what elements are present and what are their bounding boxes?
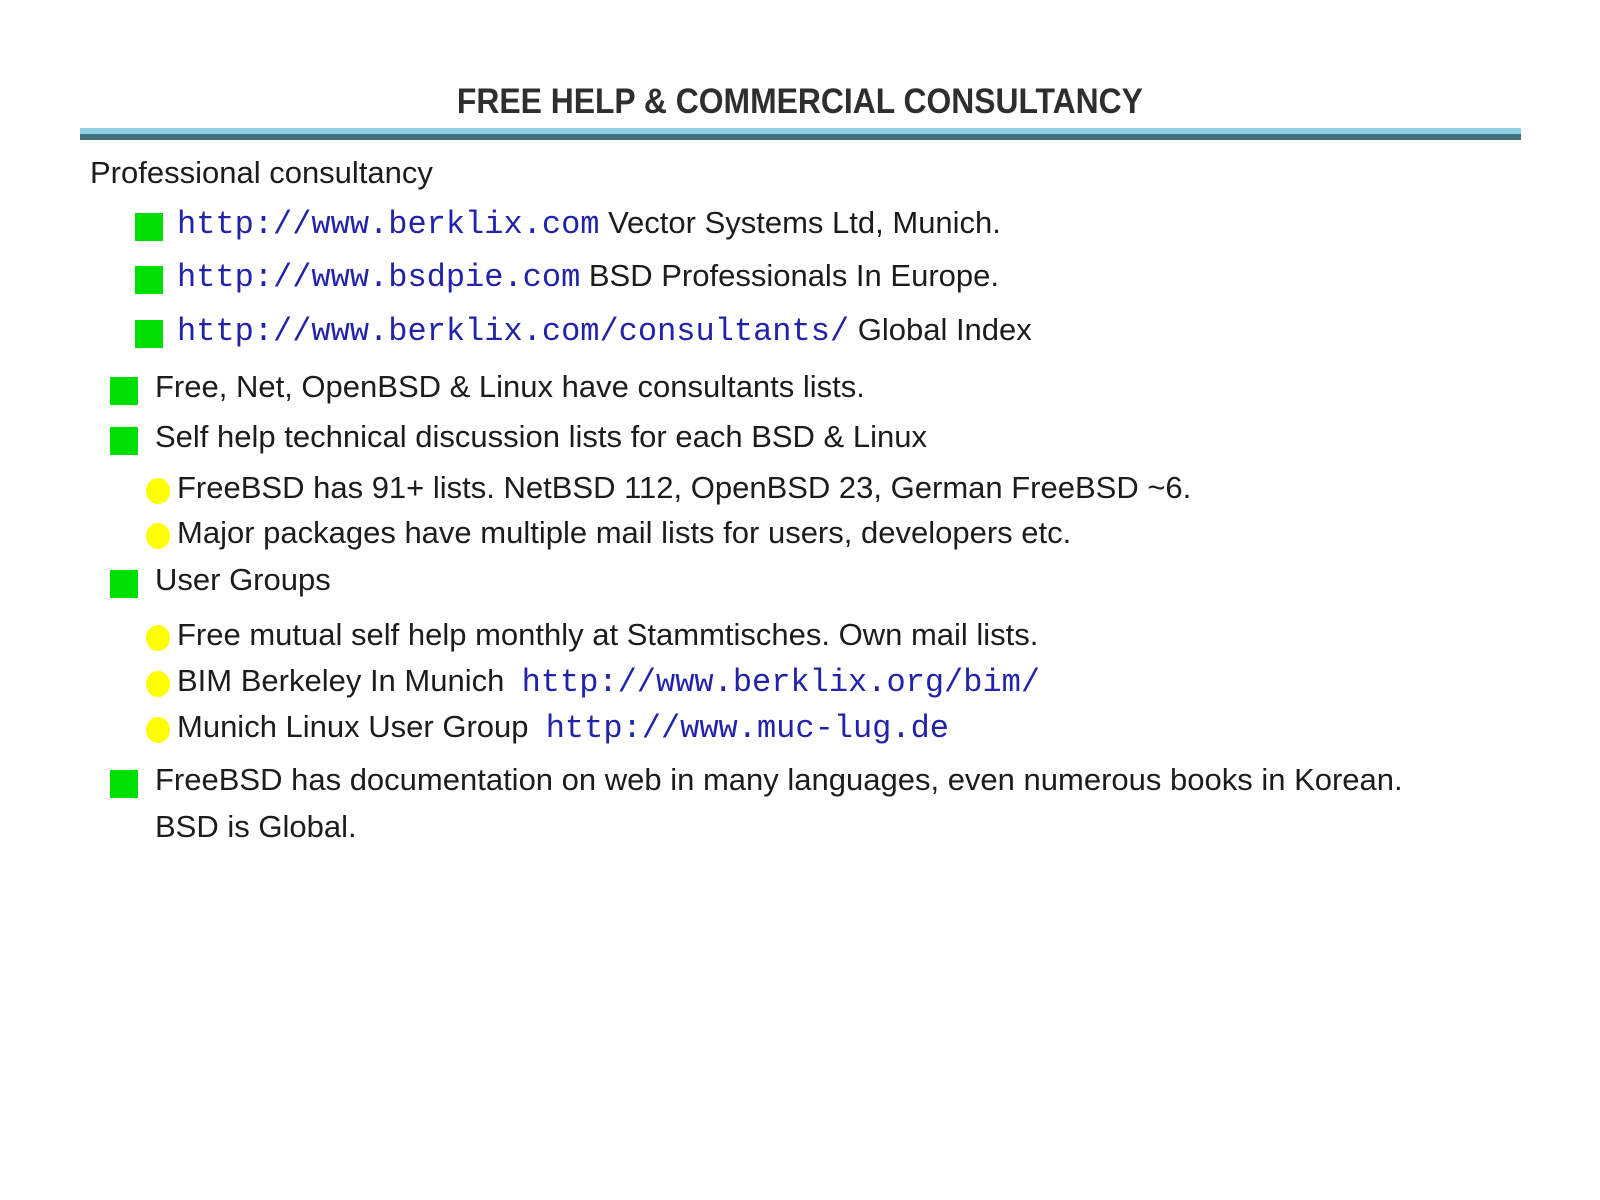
list-item-text: [155, 369, 865, 405]
list-item-text: [177, 663, 1040, 701]
list-item: [110, 562, 331, 598]
green-square-bullet-icon: [110, 427, 138, 455]
text-run: Vector Systems Ltd, Munich.: [599, 205, 1001, 240]
list-item: [110, 762, 1403, 798]
list-item: [135, 312, 1032, 350]
list-item: [146, 709, 949, 747]
text-run: BIM Berkeley In Munich: [177, 663, 522, 698]
list-item-text: [155, 562, 331, 598]
list-item: [146, 617, 1038, 653]
green-square-bullet-icon: [110, 377, 138, 405]
list-item: [146, 470, 1191, 506]
url-link[interactable]: http://www.muc-lug.de: [545, 710, 949, 747]
text-run: Major packages have multiple mail lists for users, developers etc.: [177, 515, 1072, 550]
url-link[interactable]: http://www.berklix.org/bim/: [521, 664, 1041, 701]
section-heading: Professional consultancy: [90, 155, 433, 190]
text-run: FreeBSD has 91+ lists. NetBSD 112, OpenBSD 23, German FreeBSD ~6.: [177, 470, 1192, 505]
green-square-bullet-icon: [110, 570, 138, 598]
text-run: BSD is Global.: [155, 809, 357, 844]
list-item: [110, 419, 927, 455]
yellow-circle-bullet-icon: [146, 671, 170, 697]
list-item: [146, 515, 1071, 551]
title-rule-bottom: [80, 134, 1521, 140]
list-item-text: [155, 809, 357, 845]
green-square-bullet-icon: [135, 213, 163, 241]
yellow-circle-bullet-icon: [146, 523, 170, 549]
list-item-text: [177, 617, 1038, 653]
list-item: [135, 205, 1001, 243]
text-run: FreeBSD has documentation on web in many languages, even numerous books in Korean.: [155, 762, 1403, 797]
list-item-text: [177, 312, 1032, 350]
yellow-circle-bullet-icon: [146, 625, 170, 651]
text-run: Munich Linux User Group: [177, 709, 546, 744]
yellow-circle-bullet-icon: [146, 717, 170, 743]
list-item: [135, 258, 999, 296]
text-run: Self help technical discussion lists for each BSD & Linux: [155, 419, 927, 454]
list-item: [146, 663, 1040, 701]
list-item-text: [177, 258, 999, 296]
list-item: [110, 369, 865, 405]
green-square-bullet-icon: [110, 770, 138, 798]
page-title-text: FREE HELP & COMMERCIAL CONSULTANCY: [457, 82, 1143, 121]
title-rule: [80, 128, 1521, 140]
text-run: Free mutual self help monthly at Stammtisches. Own mail lists.: [177, 617, 1039, 652]
list-item-text: [155, 762, 1403, 798]
list-item: [155, 809, 357, 845]
page-title: [0, 84, 1600, 120]
url-link[interactable]: http://www.berklix.com/consultants/: [177, 313, 850, 350]
url-link[interactable]: http://www.berklix.com: [177, 206, 600, 243]
list-item-text: [177, 515, 1071, 551]
green-square-bullet-icon: [135, 266, 163, 294]
yellow-circle-bullet-icon: [146, 478, 170, 504]
list-item-text: [155, 419, 927, 455]
text-run: BSD Professionals In Europe.: [580, 258, 999, 293]
text-run: User Groups: [155, 562, 331, 597]
list-item-text: [177, 709, 949, 747]
text-run: Global Index: [849, 312, 1032, 347]
url-link[interactable]: http://www.bsdpie.com: [177, 259, 581, 296]
green-square-bullet-icon: [135, 320, 163, 348]
list-item-text: [177, 205, 1001, 243]
text-run: Free, Net, OpenBSD & Linux have consultants lists.: [155, 369, 865, 404]
list-item-text: [177, 470, 1191, 506]
